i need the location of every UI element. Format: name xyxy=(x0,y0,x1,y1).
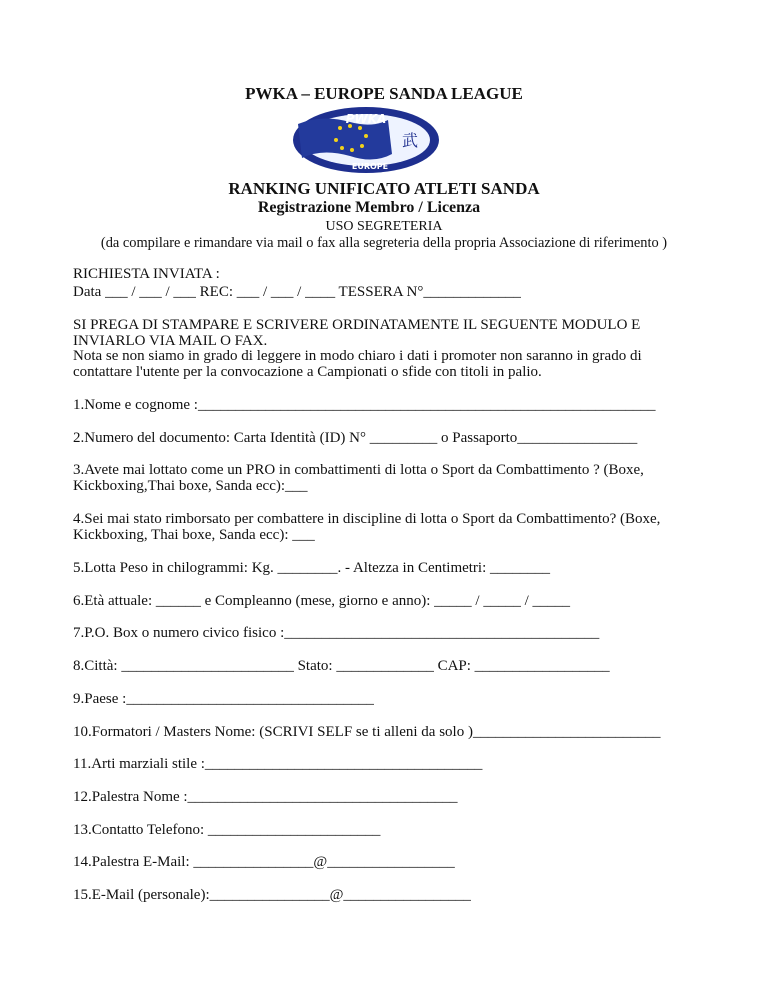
field-gym-name[interactable]: 12.Palestra Nome :____________________________________ xyxy=(73,789,458,805)
field-address[interactable]: 7.P.O. Box o numero civico fisico :__________________________________________ xyxy=(73,625,600,641)
field-martial-arts-style[interactable]: 11.Arti marziali stile :_____________________________________ xyxy=(73,756,483,772)
logo-text-top: PWKA xyxy=(345,112,387,126)
page-title: PWKA – EUROPE SANDA LEAGUE xyxy=(245,84,523,103)
field-city-state-zip[interactable]: 8.Città: _______________________ Stato: _____________ CAP: __________________ xyxy=(73,658,610,674)
field-paid-answer[interactable]: Kickboxing, Thai boxe, Sanda ecc): ___ xyxy=(73,527,315,543)
field-gym-email[interactable]: 14.Palestra E-Mail: ________________@_________________ xyxy=(73,854,455,870)
field-name[interactable]: 1.Nome e cognome :_____________________________________________________________ xyxy=(73,397,656,413)
form-subtitle-2: Registrazione Membro / Licenza xyxy=(257,199,481,216)
notice-line-3: Nota se non siamo in grado di leggere in modo chiaro i dati i promoter non saranno in grado di xyxy=(73,348,642,364)
field-document[interactable]: 2.Numero del documento: Carta Identità (ID) N° _________ o Passaporto________________ xyxy=(73,430,638,446)
form-subtitle: RANKING UNIFICATO ATLETI SANDA xyxy=(228,179,540,198)
field-trainers[interactable]: 10.Formatori / Masters Nome: (SCRIVI SELF se ti alleni da solo )_________________________ xyxy=(73,724,661,740)
notice-line-4: contattare l'utente per la convocazione a Campionati o sfide con titoli in palio. xyxy=(73,364,542,380)
field-paid-q: 4.Sei mai stato rimborsato per combattere in discipline di lotta o Sport da Combattimento? (Boxe, xyxy=(73,511,661,527)
instructions: (da compilare e rimandare via mail o fax alla segreteria della propria Associazione di riferimento ) xyxy=(100,235,668,251)
field-pro-fights-answer[interactable]: Kickboxing,Thai boxe, Sanda ecc):___ xyxy=(73,478,308,494)
request-line[interactable]: Data ___ / ___ / ___ REC: ___ / ___ / ____ TESSERA N°_____________ xyxy=(73,284,521,300)
office-use-label: USO SEGRETERIA xyxy=(325,219,443,234)
field-age-birthday[interactable]: 6.Età attuale: ______ e Compleanno (mese, giorno e anno): _____ / _____ / _____ xyxy=(73,593,570,609)
logo-glyph: 武 xyxy=(401,131,419,150)
field-phone[interactable]: 13.Contatto Telefono: _______________________ xyxy=(73,822,381,838)
notice-line-1: SI PREGA DI STAMPARE E SCRIVERE ORDINATAMENTE IL SEGUENTE MODULO E xyxy=(73,317,641,333)
logo-text-bottom: EUROPE xyxy=(351,162,389,171)
notice-line-2: INVIARLO VIA MAIL O FAX. xyxy=(73,333,268,349)
field-pro-fights-q: 3.Avete mai lottato come un PRO in combattimenti di lotta o Sport da Combattimento ? (Boxe, xyxy=(73,462,644,478)
field-country[interactable]: 9.Paese :_________________________________ xyxy=(73,691,374,707)
field-personal-email[interactable]: 15.E-Mail (personale):________________@_________________ xyxy=(73,887,471,903)
field-weight-height[interactable]: 5.Lotta Peso in chilogrammi: Kg. ________. - Altezza in Centimetri: ________ xyxy=(73,560,551,576)
request-label: RICHIESTA INVIATA : xyxy=(73,266,220,282)
pwka-europe-logo xyxy=(292,106,440,174)
